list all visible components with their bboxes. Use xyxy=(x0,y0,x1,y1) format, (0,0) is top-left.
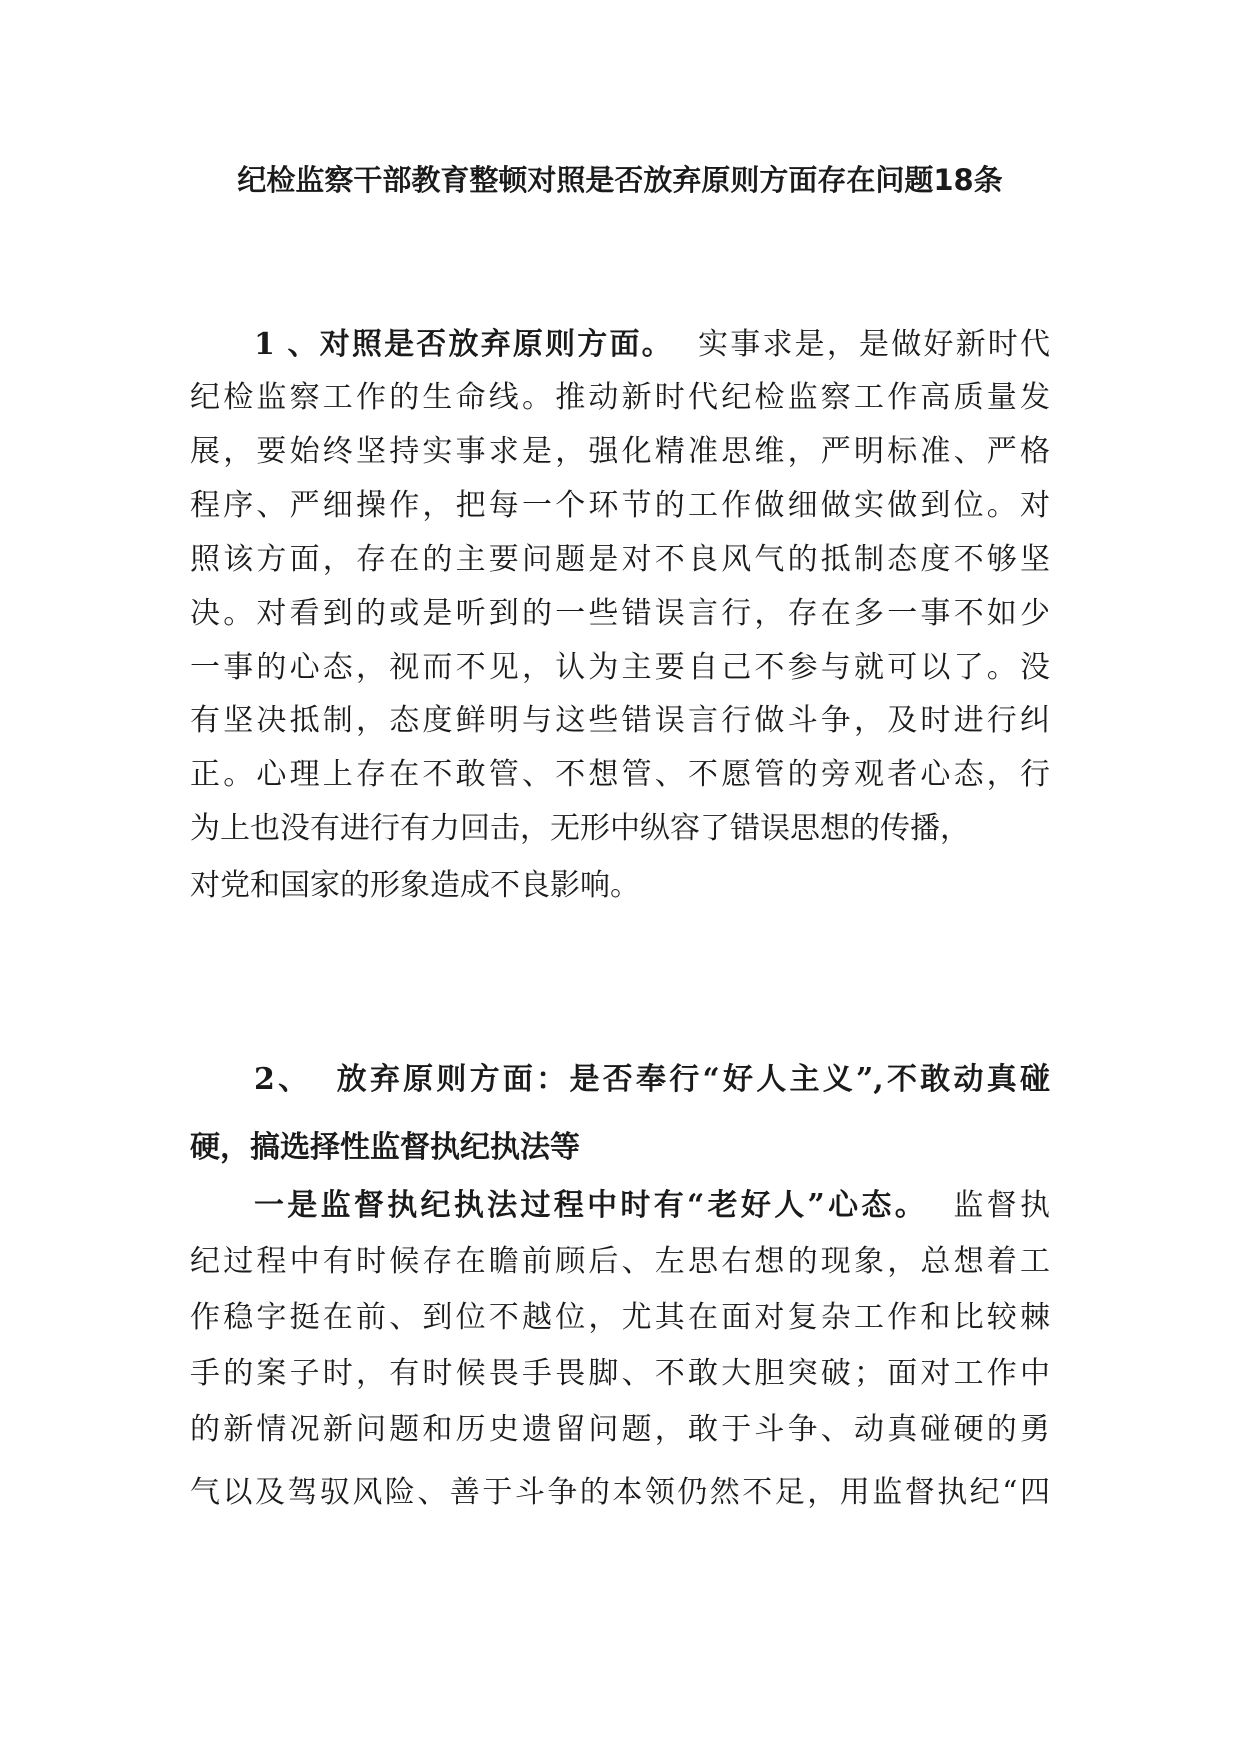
section1-line-3: 程序、严细操作，把每一个环节的工作做细做实做到位。对 xyxy=(190,488,1050,523)
section2-line-4: 的新情况新问题和历史遗留问题，敢于斗争、动真碰硬的勇 xyxy=(190,1412,1050,1447)
section2-first-line xyxy=(254,1186,1050,1226)
document-title: 纪检监察干部教育整顿对照是否放弃原则方面存在问题18条 xyxy=(237,163,1003,197)
section2-line-5: 气以及驾驭风险、善于斗争的本领仍然不足，用监督执纪“四 xyxy=(190,1475,1050,1510)
section2-line-0: 监督执 xyxy=(950,1188,1050,1223)
section1-line-1: 纪检监察工作的生命线。推动新时代纪检监察工作高质量发 xyxy=(190,380,1050,415)
section1-heading: 1 、对照是否放弃原则方面。 xyxy=(254,327,674,362)
section1-first-line xyxy=(254,325,1050,365)
section1-line-0: 实事求是，是做好新时代 xyxy=(695,327,1051,362)
section2-heading-number: 2、 xyxy=(254,1062,312,1097)
section2-heading-line1 xyxy=(254,1060,1050,1100)
section2-heading-line2: 硬，搞选择性监督执纪执法等 xyxy=(190,1130,580,1165)
section2-line-3: 手的案子时，有时候畏手畏脚、不敢大胆突破；面对工作中 xyxy=(190,1356,1050,1391)
section1-line-5: 决。对看到的或是听到的一些错误言行，存在多一事不如少 xyxy=(190,596,1050,631)
section2-line-2: 作稳字挺在前、到位不越位，尤其在面对复杂工作和比较棘 xyxy=(190,1300,1050,1335)
section2-heading-text: 放弃原则方面：是否奉行“好人主义”,不敢动真碰 xyxy=(333,1062,1050,1097)
section1-line-7: 有坚决抵制，态度鲜明与这些错误言行做斗争，及时进行纠 xyxy=(190,703,1050,738)
section1-line-2: 展，要始终坚持实事求是，强化精准思维，严明标准、严格 xyxy=(190,434,1050,469)
section1-line-8: 正。心理上存在不敢管、不想管、不愿管的旁观者心态，行 xyxy=(190,757,1050,792)
section1-line-10: 对党和国家的形象造成不良影响。 xyxy=(190,868,640,903)
section1-line-6: 一事的心态，视而不见，认为主要自己不参与就可以了。没 xyxy=(190,650,1050,685)
section1-line-9: 为上也没有进行有力回击，无形中纵容了错误思想的传播， xyxy=(190,811,970,846)
section2-line-1: 纪过程中有时候存在瞻前顾后、左思右想的现象，总想着工 xyxy=(190,1244,1050,1279)
section1-line-4: 照该方面，存在的主要问题是对不良风气的抵制态度不够坚 xyxy=(190,542,1050,577)
section2-subheading: 一是监督执纪执法过程中时有“老好人”心态。 xyxy=(254,1188,929,1223)
